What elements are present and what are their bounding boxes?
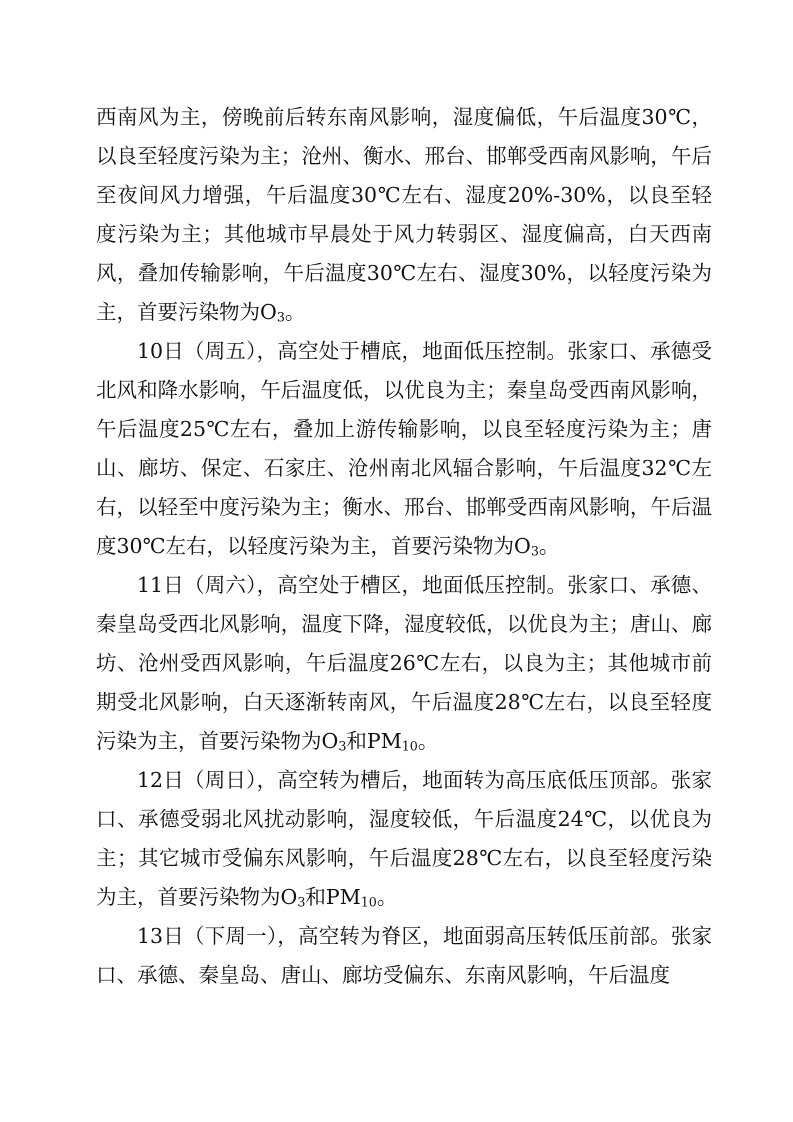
paragraph-day-11 xyxy=(96,566,712,761)
subscript: 3 xyxy=(297,894,306,910)
text-segment: 西南风为主，傍晚前后转东南风影响，湿度偏低，午后温度30℃，以良至轻度污染为主；沧州、衡水、邢台、邯郸受西南风影响，午后至夜间风力增强，午后温度30℃左右、湿度20%-30%，以良至轻度污染为主；其他城市早晨处于风力转弱区、湿度偏高，白天西南风，叠加传输影响，午后温度30℃左右、湿度30%，以轻度污染为主，首要污染物为O xyxy=(96,105,712,324)
text-segment: 13日（下周一），高空转为脊区，地面弱高压转低压前部。张家口、承德、秦皇岛、唐山、廊坊受偏东、东南风影响，午后温度 xyxy=(96,924,712,987)
subscript: 10 xyxy=(401,738,418,754)
text-segment: 。 xyxy=(284,300,306,324)
paragraph-continuation xyxy=(96,98,712,332)
text-segment: 12日（周日），高空转为槽后，地面转为高压底低压顶部。张家口、承德受弱北风扰动影响，湿度较低，午后温度24℃，以优良为主；其它城市受偏东风影响，午后温度28℃左右，以良至轻度污染为主，首要污染物为O xyxy=(96,768,712,909)
subscript: 3 xyxy=(276,309,285,325)
text-segment: 11日（周六），高空处于槽区，地面低压控制。张家口、承德、秦皇岛受西北风影响，温度下降，湿度较低，以优良为主；唐山、廊坊、沧州受西风影响，午后温度26℃左右，以良为主；其他城市前期受北风影响，白天逐渐转南风，午后温度28℃左右，以良至轻度污染为主，首要污染物为O xyxy=(96,573,712,753)
subscript: 3 xyxy=(530,543,539,559)
subscript: 10 xyxy=(360,894,377,910)
text-segment: 和PM xyxy=(346,729,402,753)
body-text xyxy=(96,98,712,995)
text-segment: 10日（周五），高空处于槽底，地面低压控制。张家口、承德受北风和降水影响，午后温度低，以优良为主；秦皇岛受西南风影响，午后温度25℃左右，叠加上游传输影响，以良至轻度污染为主；唐山、廊坊、保定、石家庄、沧州南北风辐合影响，午后温度32℃左右，以轻至中度污染为主；衡水、邢台、邯郸受西南风影响，午后温度30℃左右，以轻度污染为主，首要污染物为O xyxy=(96,339,712,558)
text-segment: 。 xyxy=(417,729,439,753)
text-segment: 和PM xyxy=(305,885,361,909)
text-segment: 。 xyxy=(538,534,560,558)
paragraph-day-13 xyxy=(96,917,712,995)
paragraph-day-12 xyxy=(96,761,712,917)
subscript: 3 xyxy=(338,738,347,754)
paragraph-day-10 xyxy=(96,332,712,566)
text-segment: 。 xyxy=(376,885,398,909)
